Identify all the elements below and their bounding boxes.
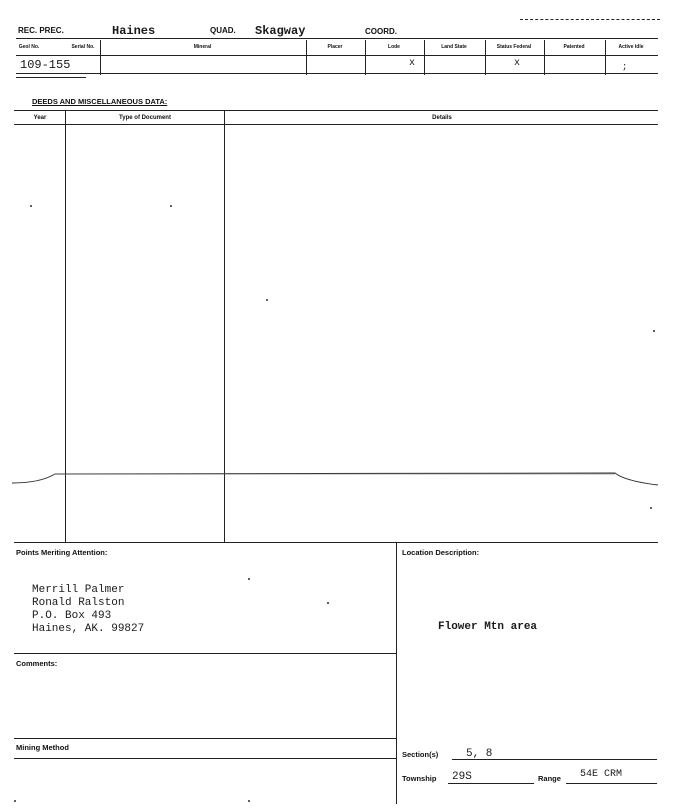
scan-speck (327, 602, 329, 604)
active-mark: ; (622, 62, 628, 72)
col-geol-no: Geol No. (18, 43, 40, 50)
lode-mark: x (409, 58, 416, 69)
deeds-bottom-line (14, 542, 658, 543)
header-mid-line (16, 55, 658, 56)
range-label: Range (538, 774, 561, 783)
col-lode: Lode (388, 43, 400, 50)
points-line: Ronald Ralston (32, 597, 125, 609)
grid-divider (485, 40, 486, 75)
comments-label: Comments: (16, 659, 58, 668)
header-underline-stub (16, 77, 86, 78)
quad-label: QUAD. (210, 26, 236, 35)
header-bottom-line (16, 73, 658, 74)
grid-divider (544, 40, 545, 75)
grid-divider (100, 40, 101, 75)
deeds-section-title: DEEDS AND MISCELLANEOUS DATA: (32, 97, 168, 106)
scan-speck (650, 507, 652, 509)
mining-line (14, 758, 396, 759)
grid-divider (306, 40, 307, 75)
location-label: Location Description: (402, 548, 480, 557)
deeds-top-line (14, 110, 658, 111)
top-rule (520, 19, 660, 20)
scan-speck (248, 800, 250, 802)
header-top-line (16, 38, 658, 39)
col-status-federal: Status Federal (496, 43, 532, 50)
range-underline (566, 783, 657, 784)
bottom-center-divider (396, 542, 397, 804)
grid-divider (605, 40, 606, 75)
points-line: Merrill Palmer (32, 584, 125, 596)
township-label: Township (402, 774, 437, 783)
rec-prec-label: REC. PREC. (18, 26, 64, 35)
coord-label: COORD. (365, 27, 397, 36)
points-label: Points Meriting Attention: (16, 548, 108, 557)
scan-speck (30, 205, 32, 207)
federal-mark: x (514, 58, 521, 69)
deeds-col-year: Year (33, 115, 47, 121)
township-value: 29S (452, 771, 472, 783)
deeds-col-type: Type of Document (119, 115, 171, 121)
grid-divider (424, 40, 425, 75)
grid-divider (365, 40, 366, 75)
deeds-col-details: Details (432, 115, 452, 121)
section-label: Section(s) (402, 750, 439, 759)
points-text (32, 584, 144, 636)
scan-speck (14, 800, 16, 802)
comments-top-line (14, 653, 396, 654)
township-underline (448, 783, 534, 784)
col-placer: Placer (327, 43, 343, 50)
mining-method-label: Mining Method (16, 743, 69, 752)
scan-speck (653, 330, 655, 332)
scan-speck (170, 205, 172, 207)
col-mineral: Mineral (193, 43, 212, 50)
col-serial-no: Serial No. (71, 43, 95, 50)
fold-line (0, 465, 678, 495)
rec-prec-value: Haines (112, 24, 156, 38)
points-line: P.O. Box 493 (32, 610, 112, 622)
deeds-header-line (14, 124, 658, 125)
serial-value: 109-155 (20, 58, 71, 72)
location-value: Flower Mtn area (438, 621, 538, 633)
range-value: 54E CRM (580, 769, 623, 780)
col-patented: Patented (563, 43, 585, 50)
points-line: Haines, AK. 99827 (32, 623, 145, 635)
section-value: 5, 8 (466, 748, 493, 760)
quad-value: Skagway (255, 24, 306, 38)
col-land-state: Land State (441, 43, 467, 50)
scan-speck (266, 299, 268, 301)
col-active-idle: Active Idle (618, 43, 644, 50)
scan-speck (248, 578, 250, 580)
mining-top-line (14, 738, 396, 739)
